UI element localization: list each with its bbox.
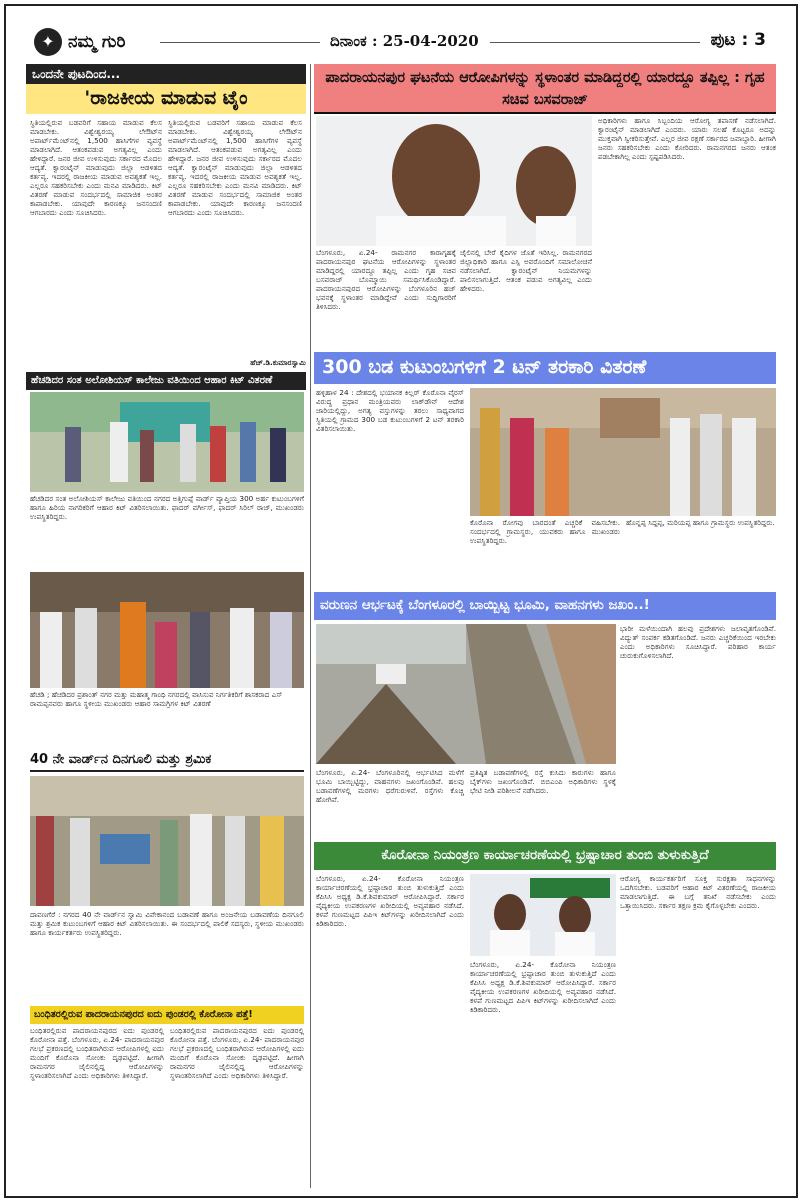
rain-headline: ವರುಣನ ಆರ್ಭಟಕ್ಕೆ ಬೆಂಗಳೂರಲ್ಲಿ ಬಾಯ್ಬಿಟ್ಟ ಭೂಮಿ, ವಾಹನಗಳು ಜಖಂ..!: [314, 592, 776, 620]
corona-box-body-col2: ಬಂಧಿತರಲ್ಲಿರುವ ಪಾದರಾಯನಪುರದ ಐದು ಪುಂಡರಲ್ಲಿ ಕೊರೋನಾ ಪತ್ತೆ. ಬೆಂಗಳೂರು, ಏ.24- ಪಾದರಾಯನಪುರ ಗಲಭೆ ಪ್ರಕರಣದಲ್ಲಿ ಬಂಧಿತರಾಗಿರುವ ಆರೋಪಿಗಳಲ್ಲಿ ಐದು ಮಂದಿಗೆ ಕೊರೊನಾ ಸೋಂಕು ದೃಢಪಟ್ಟಿದೆ. ಹೀಗಾಗಿ ರಾಮನಗರ ಜೈಲಿನಲ್ಲಿದ್ದ ಆರೋಪಿಗಳನ್ನು ಸ್ಥಳಾಂತರಿಸಲಾಗಿದೆ ಎಂದು ಅಧಿಕಾರಿಗಳು ತಿಳಿಸಿದ್ದಾರೆ.: [170, 1026, 304, 1080]
hehal-caption: ಹೆಚಡಿ ; ಹೆಚಡಿದರ ಪ್ರಶಾಂತ್ ನಗರ ಮತ್ತು ಮಹಾತ್ಮ ಗಾಂಧಿ ನಗರದಲ್ಲಿ ವಾಸಿಸುವ ನಿರ್ಗತಿಕರಿಗೆ ಶಾಸಕರಾದ ಎಸ್ ರಾಮಪ್ಪನವರು ಹಾಗೂ ಸ್ಥಳೀಯ ಮುಖಂಡರು ಆಹಾರ ಸಾಮಗ್ರಿಗಳ ಕಿಟ್ ವಿತರಣೆ: [30, 690, 283, 708]
continued-signature: ಹೆಚ್.ಡಿ.ಕುಮಾರಸ್ವಾಮಿ: [250, 358, 306, 367]
rain-body-right: ಭಾರೀ ಮಳೆಯಿಂದಾಗಿ ಹಲವು ಪ್ರದೇಶಗಳು ಜಲಾವೃತಗೊಂಡಿವೆ. ವಿದ್ಯುತ್ ಸಂಪರ್ಕ ಕಡಿತಗೊಂಡಿದೆ. ಜನರು ಎಚ್ಚರಿಕೆಯಿಂದ ಇರಬೇಕು ಎಂದು ಅಧಿಕಾರಿಗಳು ಸೂಚಿಸಿದ್ದಾರೆ. ಪರಿಹಾರ ಕಾರ್ಯ ಚುರುಕುಗೊಳಿಸಲಾಗಿದೆ.: [620, 624, 776, 660]
corruption-headline: ಕೊರೋನಾ ನಿಯಂತ್ರಣ ಕಾರ್ಯಾಚರಣೆಯಲ್ಲಿ ಭ್ರಷ್ಟಾಚಾರ ತುಂಬಿ ತುಳುಕುತ್ತಿದೆ: [314, 842, 776, 870]
ward40-header: 40 ನೇ ವಾರ್ಡ್‌ನ ದಿನಗೂಲಿ ಮತ್ತು ಶ್ರಮಿಕ: [30, 752, 304, 772]
issue-date: ದಿನಾಂಕ : 25-04-2020: [330, 32, 479, 50]
main-body-right: ಅಧಿಕಾರಿಗಳು ಹಾಗೂ ಸಿಬ್ಬಂದಿಯ ಆರೋಗ್ಯ ತಪಾಸಣೆ ನಡೆಸಲಾಗಿದೆ. ಕ್ವಾರಂಟೈನ್ ಮಾಡಲಾಗಿದೆ ಎಂದರು. ಯಾರು ಸಲಹೆ ಕೊಟ್ಟರೂ ಅದನ್ನು ಮುಕ್ತವಾಗಿ ಸ್ವೀಕರಿಸುತ್ತೇವೆ. ಎಲ್ಲರ ಜೀವ ರಕ್ಷಣೆ ಸರ್ಕಾರದ ಜವಾಬ್ದಾರಿ. ಹೀಗಾಗಿ ಜನರು ಸಹಕರಿಸಬೇಕು ಎಂದು ಕೋರಿದರು. ರಾಮನಗರದ ಜನರು ಆತಂಕ ಪಡಬೇಕಾಗಿಲ್ಲ ಎಂದು ಸ್ಪಷ್ಟಪಡಿಸಿದರು.: [598, 116, 776, 161]
corruption-photo: [470, 874, 616, 956]
vegetables-caption: ಹೊನ್ನಪ್ಪ ಸಿದ್ದಪ್ಪ, ಮರಿಯಪ್ಪ ಹಾಗೂ ಗ್ರಾಮಸ್ಥರು ಉಪಸ್ಥಿತರಿದ್ದರು.: [626, 518, 775, 527]
rain-body-mid: ಪ್ರತಿಷ್ಠಿತ ಬಡಾವಣೆಗಳಲ್ಲಿ ರಸ್ತೆ ಕುಸಿದು ಕಾರುಗಳು ಹಾಗೂ ಬೈಕ್‌ಗಳು ಜಖಂಗೊಂಡಿವೆ. ಬಿಬಿಎಂಪಿ ಅಧಿಕಾರಿಗಳು ಸ್ಥಳಕ್ಕೆ ಭೇಟಿ ನೀಡಿ ಪರಿಶೀಲನೆ ನಡೆಸಿದರು.: [470, 768, 616, 795]
hehal-photo: [30, 572, 304, 688]
kit-header: ಹೆಚಡಿದರ ಸಂತ ಅಲೋಶಿಯಸ್ ಕಾಲೇಜು ವತಿಯಿಂದ ಆಹಾರ ಕಿಟ್ ವಿತರಣೆ: [26, 372, 306, 390]
masthead-rule-right: [490, 42, 700, 43]
rain-body-left: ಬೆಂಗಳೂರು, ಏ.24- ಬೆಂಗಳೂರಿನಲ್ಲಿ ಆರ್ಭಟಿಸಿದ ಮಳೆಗೆ ಭೂಮಿ ಬಾಯ್ಬಿಟ್ಟಿದ್ದು, ವಾಹನಗಳು ಜಖಂಗೊಂಡಿವೆ. ಹಲವು ಬಡಾವಣೆಗಳಲ್ಲಿ ಮರಗಳು ಧರೆಗುರುಳಿವೆ. ರಸ್ತೆಗಳು ಕೊಚ್ಚಿ ಹೋಗಿವೆ.: [316, 768, 464, 804]
ward40-body: ದಾವಣಗೆರೆ : ನಗರದ 40 ನೇ ವಾರ್ಡ್‌ನ ಸ್ವಾಮಿ ವಿವೇಕಾನಂದ ಬಡಾವಣೆ ಹಾಗೂ ಅಂಜನೇಯ ಬಡಾವಣೆಯ ದಿನಗೂಲಿ ಮತ್ತು ಶ್ರಮಿಕ ಕುಟುಂಬಗಳಿಗೆ ಆಹಾರ ಕಿಟ್ ವಿತರಿಸಲಾಯಿತು. ಈ ಸಂದರ್ಭದಲ್ಲಿ ಪಾಲಿಕೆ ಸದಸ್ಯರು, ಸ್ಥಳೀಯ ಮುಖಂಡರು ಹಾಗೂ ಕಾರ್ಯಕರ್ತರು ಉಪಸ್ಥಿತರಿದ್ದರು.: [30, 910, 304, 937]
main-body-left: ಬೆಂಗಳೂರು, ಏ.24- ರಾಮನಗರ ಕಾರಾಗೃಹಕ್ಕೆ ಪಾದರಾಯನಪುರ ಘಟನೆಯ ಆರೋಪಿಗಳನ್ನು ಸ್ಥಳಾಂತರ ಮಾಡಿದ್ದರಲ್ಲಿ ಯಾರದ್ದೂ ತಪ್ಪಿಲ್ಲ ಎಂದು ಗೃಹ ಸಚಿವ ಬಸವರಾಜ್ ಬೊಮ್ಮಾಯಿ ಸಮರ್ಥಿಸಿಕೊಂಡಿದ್ದಾರೆ. ಪಾದರಾಯನಪುರದ ಆರೋಪಿಗಳನ್ನು ಬೆಂಗಳೂರಿನ ಹಜ್ ಭವನಕ್ಕೆ ಸ್ಥಳಾಂತರ ಮಾಡಿದ್ದೇವೆ ಎಂದು ಸುದ್ದಿಗಾರರಿಗೆ ತಿಳಿಸಿದರು.: [316, 248, 456, 311]
masthead: [20, 28, 782, 58]
continued-title: 'ರಾಜಕೀಯ ಮಾಡುವ ಟೈಂ: [26, 84, 306, 114]
vegetables-headline: 300 ಬಡ ಕುಟುಂಬಗಳಿಗೆ 2 ಟನ್ ತರಕಾರಿ ವಿತರಣೆ: [314, 352, 776, 384]
main-body-mid: ಜೈಲಿನಲ್ಲಿ ಬೇರೆ ಕೈದಿಗಳ ಜೊತೆ ಇರಿಸಿಲ್ಲ. ರಾಮನಗರದ ಜಿಲ್ಲಾಧಿಕಾರಿ ಹಾಗೂ ಎಸ್ಪಿ ಅವರೊಂದಿಗೆ ಸಮಾಲೋಚನೆ ನಡೆಸಲಾಗಿದೆ. ಕ್ವಾರಂಟೈನ್ ನಿಯಮಗಳನ್ನು ಪಾಲಿಸಲಾಗುತ್ತಿದೆ. ಆತಂಕ ಪಡುವ ಅಗತ್ಯವಿಲ್ಲ ಎಂದು ಹೇಳಿದರು.: [460, 248, 592, 293]
vegetables-photo: [470, 388, 776, 516]
corona-box-body-col1: ಬಂಧಿತರಲ್ಲಿರುವ ಪಾದರಾಯನಪುರದ ಐದು ಪುಂಡರಲ್ಲಿ ಕೊರೋನಾ ಪತ್ತೆ. ಬೆಂಗಳೂರು, ಏ.24- ಪಾದರಾಯನಪುರ ಗಲಭೆ ಪ್ರಕರಣದಲ್ಲಿ ಬಂಧಿತರಾಗಿರುವ ಆರೋಪಿಗಳಲ್ಲಿ ಐದು ಮಂದಿಗೆ ಕೊರೊನಾ ಸೋಂಕು ದೃಢಪಟ್ಟಿದೆ. ಹೀಗಾಗಿ ರಾಮನಗರ ಜೈಲಿನಲ್ಲಿದ್ದ ಆರೋಪಿಗಳನ್ನು ಸ್ಥಳಾಂತರಿಸಲಾಗಿದೆ ಎಂದು ಅಧಿಕಾರಿಗಳು ತಿಳಿಸಿದ್ದಾರೆ.: [30, 1026, 164, 1080]
continued-body-col2: ಸ್ಥಿತಿಯಲ್ಲಿರುವ ಬಡವರಿಗೆ ಸಹಾಯ ಮಾಡುವ ಕೆಲಸ ಮಾಡಬೇಕು. ವಿಶ್ವೇಶ್ವರಯ್ಯ ಲೇಔಟ್‌ನ ಅಪಾರ್ಟ್‌ಮೆಂಟ್‌ನಲ್ಲಿ 1,500 ಹಾಸಿಗೆಗಳ ವ್ಯವಸ್ಥೆ ಮಾಡಲಾಗಿದೆ. ಆತಂಕಪಡುವ ಅಗತ್ಯವಿಲ್ಲ ಎಂದು ಹೇಳಿದ್ದಾರೆ. ಜನರ ಜೀವ ಉಳಿಸುವುದು ಸರ್ಕಾರದ ಮೊದಲ ಆದ್ಯತೆ. ಕ್ವಾರಂಟೈನ್ ಮಾಡುವುದು ಜಿಲ್ಲಾ ಆಡಳಿತದ ಕರ್ತವ್ಯ. ಇದರಲ್ಲಿ ರಾಜಕೀಯ ಮಾಡುವ ಅವಶ್ಯಕತೆ ಇಲ್ಲ. ಎಲ್ಲರೂ ಸಹಕರಿಸಬೇಕು ಎಂದು ಮನವಿ ಮಾಡಿದರು. ಕಿಟ್ ವಿತರಣೆ ಮಾಡುವ ಸಂದರ್ಭದಲ್ಲಿ ಸಾಮಾಜಿಕ ಅಂತರ ಕಾಪಾಡಬೇಕು. ಯಾವುದೇ ಕಾರಣಕ್ಕೂ ಜನಸಂದಣಿ ಆಗಬಾರದು ಎಂದು ಸೂಚಿಸಿದರು.: [168, 118, 302, 217]
corona-box-header: ಬಂಧಿತರಲ್ಲಿರುವ ಪಾದರಾಯನಪುರದ ಐದು ಪುಂಡರಲ್ಲಿ ಕೊರೋನಾ ಪತ್ತೆ!: [30, 1006, 304, 1024]
minister-photo: [316, 116, 592, 246]
paper-name: ನಮ್ಮ ಗುರಿ: [68, 32, 126, 52]
corruption-body-mid: ಬೆಂಗಳೂರು, ಏ.24- ಕೊರೋನಾ ನಿಯಂತ್ರಣ ಕಾರ್ಯಾಚರಣೆಯಲ್ಲಿ ಭ್ರಷ್ಟಾಚಾರ ತುಂಬಿ ತುಳುಕುತ್ತಿದೆ ಎಂದು ಕೆಪಿಸಿಸಿ ಅಧ್ಯಕ್ಷ ಡಿ.ಕೆ.ಶಿವಕುಮಾರ್ ಆರೋಪಿಸಿದ್ದಾರೆ. ಸರ್ಕಾರ ವೈದ್ಯಕೀಯ ಉಪಕರಣಗಳ ಖರೀದಿಯಲ್ಲಿ ಅವ್ಯವಹಾರ ನಡೆಸಿದೆ. ಕಳಪೆ ಗುಣಮಟ್ಟದ ಪಿಪಿಇ ಕಿಟ್‌ಗಳನ್ನು ಖರೀದಿಸಲಾಗಿದೆ ಎಂದು ಕಿಡಿಕಾರಿದರು.: [470, 960, 616, 1014]
page-number: ಪುಟ : 3: [710, 30, 766, 50]
masthead-rule-left: [160, 42, 320, 43]
continued-body-col1: ಸ್ಥಿತಿಯಲ್ಲಿರುವ ಬಡವರಿಗೆ ಸಹಾಯ ಮಾಡುವ ಕೆಲಸ ಮಾಡಬೇಕು. ವಿಶ್ವೇಶ್ವರಯ್ಯ ಲೇಔಟ್‌ನ ಅಪಾರ್ಟ್‌ಮೆಂಟ್‌ನಲ್ಲಿ 1,500 ಹಾಸಿಗೆಗಳ ವ್ಯವಸ್ಥೆ ಮಾಡಲಾಗಿದೆ. ಆತಂಕಪಡುವ ಅಗತ್ಯವಿಲ್ಲ ಎಂದು ಹೇಳಿದ್ದಾರೆ. ಜನರ ಜೀವ ಉಳಿಸುವುದು ಸರ್ಕಾರದ ಮೊದಲ ಆದ್ಯತೆ. ಕ್ವಾರಂಟೈನ್ ಮಾಡುವುದು ಜಿಲ್ಲಾ ಆಡಳಿತದ ಕರ್ತವ್ಯ. ಇದರಲ್ಲಿ ರಾಜಕೀಯ ಮಾಡುವ ಅವಶ್ಯಕತೆ ಇಲ್ಲ. ಎಲ್ಲರೂ ಸಹಕರಿಸಬೇಕು ಎಂದು ಮನವಿ ಮಾಡಿದರು. ಕಿಟ್ ವಿತರಣೆ ಮಾಡುವ ಸಂದರ್ಭದಲ್ಲಿ ಸಾಮಾಜಿಕ ಅಂತರ ಕಾಪಾಡಬೇಕು. ಯಾವುದೇ ಕಾರಣಕ್ಕೂ ಜನಸಂದಣಿ ಆಗಬಾರದು ಎಂದು ಸೂಚಿಸಿದರು.: [30, 118, 162, 217]
continued-label: ಒಂದನೇ ಪುಟದಿಂದ...: [26, 64, 306, 84]
corruption-body-left: ಬೆಂಗಳೂರು, ಏ.24- ಕೊರೋನಾ ನಿಯಂತ್ರಣ ಕಾರ್ಯಾಚರಣೆಯಲ್ಲಿ ಭ್ರಷ್ಟಾಚಾರ ತುಂಬಿ ತುಳುಕುತ್ತಿದೆ ಎಂದು ಕೆಪಿಸಿಸಿ ಅಧ್ಯಕ್ಷ ಡಿ.ಕೆ.ಶಿವಕುಮಾರ್ ಆರೋಪಿಸಿದ್ದಾರೆ. ಸರ್ಕಾರ ವೈದ್ಯಕೀಯ ಉಪಕರಣಗಳ ಖರೀದಿಯಲ್ಲಿ ಅವ್ಯವಹಾರ ನಡೆಸಿದೆ. ಕಳಪೆ ಗುಣಮಟ್ಟದ ಪಿಪಿಇ ಕಿಟ್‌ಗಳನ್ನು ಖರೀದಿಸಲಾಗಿದೆ ಎಂದು ಕಿಡಿಕಾರಿದರು.: [316, 874, 464, 928]
kit-caption: ಹೆಚಡಿದರ ಸಂತ ಅಲೋಶಿಯಸ್ ಕಾಲೇಜು ವತಿಯಿಂದ ನಗರದ ಅತ್ತಿಗುಪ್ಪೆ ವಾರ್ಡ್ ವ್ಯಾಪ್ತಿಯ 300 ಅರ್ಹ ಕುಟುಂಬಗಳಿಗೆ ಹಾಗೂ ಹಿರಿಯ ನಾಗರಿಕರಿಗೆ ಆಹಾರ ಕಿಟ್ ವಿತರಿಸಲಾಯಿತು. ಫಾದರ್ ವರ್ಗೀಸ್, ಫಾದರ್ ಸಿರಿಲ್ ರಾಜ್, ಮುಖಂಡರು ಉಪಸ್ಥಿತರಿದ್ದರು.: [30, 494, 304, 521]
corruption-body-right: ಆರೋಗ್ಯ ಕಾರ್ಯಕರ್ತರಿಗೆ ಸೂಕ್ತ ಸುರಕ್ಷತಾ ಸಾಧನಗಳನ್ನು ಒದಗಿಸಬೇಕು. ಬಡವರಿಗೆ ಆಹಾರ ಕಿಟ್ ವಿತರಣೆಯಲ್ಲಿ ರಾಜಕೀಯ ಮಾಡಲಾಗುತ್ತಿದೆ. ಈ ಬಗ್ಗೆ ತನಿಖೆ ನಡೆಸಬೇಕು ಎಂದು ಒತ್ತಾಯಿಸಿದರು. ಸರ್ಕಾರ ತಕ್ಷಣ ಕ್ರಮ ಕೈಗೊಳ್ಳಬೇಕು ಎಂದರು.: [620, 874, 776, 910]
paper-logo-icon: ✦: [34, 28, 62, 56]
vegetables-body-left: ಹಳ್ಳಿಹಾಳ 24 : ದೇಶದಲ್ಲಿ ಭಯಾನಕ ಕಿಲ್ಲರ್ ಕೊರೊನಾ ವೈರಸ್ ವಿರುದ್ಧ ಪ್ರಧಾನ ಮಂತ್ರಿಯವರು ಲಾಕ್‌ಡೌನ್ ಆದೇಶ ಜಾರಿಯಲ್ಲಿದ್ದು, ಅಗತ್ಯ ವಸ್ತುಗಳನ್ನು ತರಲು ಸಾಧ್ಯವಾಗದ ಸ್ಥಿತಿಯಲ್ಲಿ ಗ್ರಾಮದ 300 ಬಡ ಕುಟುಂಬಗಳಿಗೆ 2 ಟನ್ ತರಕಾರಿ ವಿತರಿಸಲಾಯಿತು.: [316, 388, 464, 433]
kit-photo: [30, 392, 304, 492]
rain-photo: [316, 624, 616, 764]
main-headline: ಪಾದರಾಯನಪುರ ಘಟನೆಯ ಆರೋಪಿಗಳನ್ನು ಸ್ಥಳಾಂತರ ಮಾಡಿದ್ದರಲ್ಲಿ ಯಾರದ್ದೂ ತಪ್ಪಿಲ್ಲ : ಗೃಹ ಸಚಿವ ಬಸವರಾಜ್: [314, 64, 776, 114]
vegetables-body-right: ಕೊರೊನಾ ರೋಗವು ಬಾರದಂತೆ ಎಚ್ಚರಿಕೆ ವಹಿಸಬೇಕು. ಸಂದರ್ಭದಲ್ಲಿ ಗ್ರಾಮಸ್ಥರು, ಯುವಕರು ಹಾಗೂ ಮುಖಂಡರು ಉಪಸ್ಥಿತರಿದ್ದರು.: [470, 518, 620, 545]
ward40-photo: [30, 776, 304, 906]
column-divider: [310, 64, 311, 1188]
